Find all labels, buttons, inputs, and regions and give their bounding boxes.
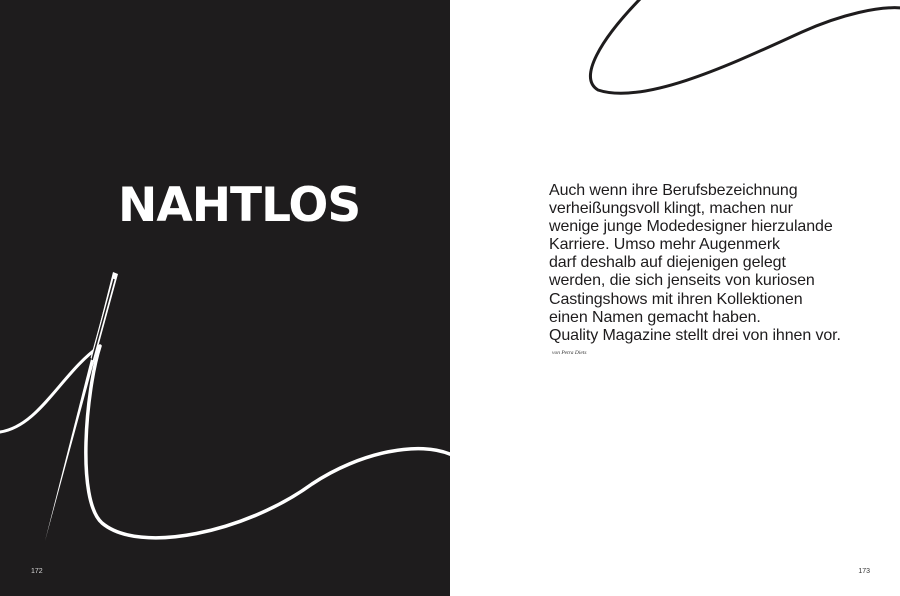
right-page — [450, 0, 900, 596]
intro-line: wenige junge Modedesigner hierzulande — [549, 218, 833, 236]
intro-line: Karriere. Umso mehr Augenmerk — [549, 236, 780, 254]
intro-line: einen Namen gemacht haben. — [549, 308, 761, 326]
intro-line: Castingshows mit ihren Kollektionen — [549, 290, 803, 308]
intro-line: werden, die sich jenseits von kuriosen — [549, 272, 815, 290]
intro-line: darf deshalb auf diejenigen gelegt — [549, 254, 786, 272]
intro-line: verheißungsvoll klingt, machen nur — [549, 200, 793, 218]
author-byline: von Petra Diets — [552, 350, 587, 356]
article-intro — [549, 182, 894, 345]
intro-line: Quality Magazine stellt drei von ihnen vor. — [549, 326, 841, 344]
article-headline: NAHTLOS — [118, 178, 361, 233]
page-number-left: 172 — [31, 568, 43, 575]
intro-line: Auch wenn ihre Berufsbezeichnung — [549, 182, 798, 199]
page-number-right: 173 — [858, 568, 870, 575]
